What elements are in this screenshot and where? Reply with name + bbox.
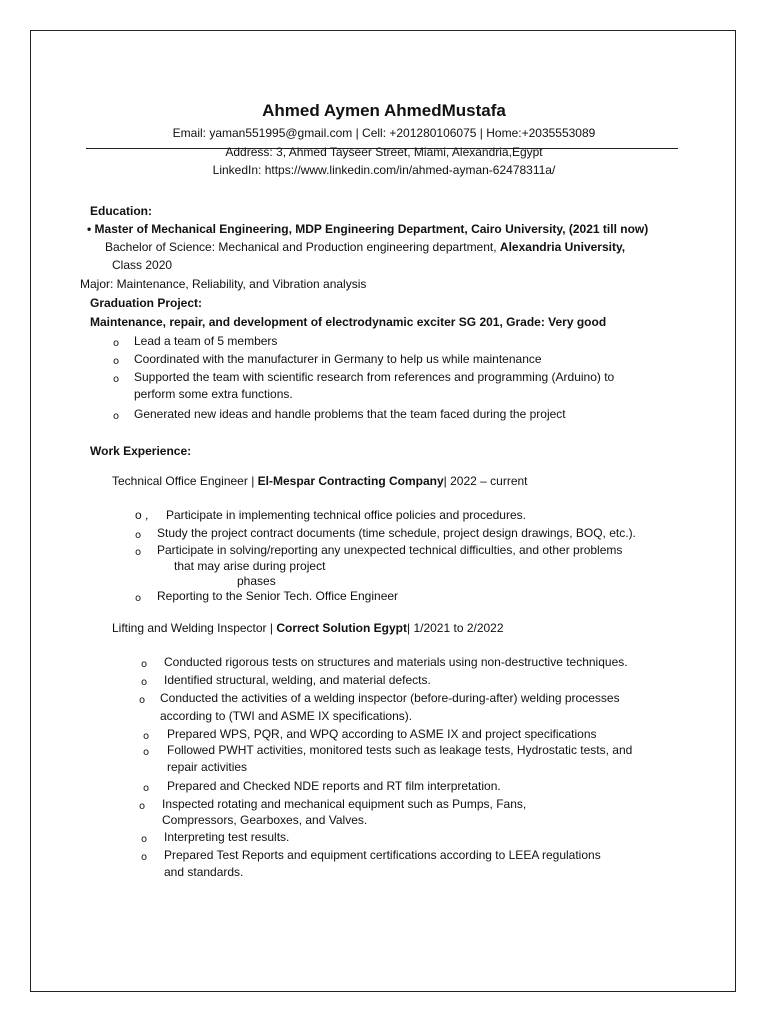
list-item: Prepared and Checked NDE reports and RT film interpretation. (167, 779, 501, 793)
list-marker: o , (135, 508, 149, 522)
list-item: Supported the team with scientific research from references and programming (Arduino) to (134, 370, 615, 384)
masters-text: Master of Mechanical Engineering, MDP Engineering Department, Cairo University, (2021 till now) (94, 222, 649, 236)
bachelor-class: Class 2020 (112, 258, 173, 272)
list-marker: o (141, 659, 148, 670)
contact-line: Email: yaman551995@gmail.com | Cell: +201280106075 | Home:+2035553089 (172, 126, 596, 140)
list-marker: o (135, 530, 142, 541)
bachelor-university: Alexandria University, (499, 240, 626, 254)
list-item: Generated new ideas and handle problems that the team faced during the project (134, 407, 566, 421)
list-item: Prepared Test Reports and equipment certifications according to LEEA regulations (164, 848, 601, 862)
education-heading: Education: (90, 204, 152, 218)
bachelor-degree (105, 240, 625, 255)
list-item: Study the project contract documents (time schedule, project design drawings, BOQ, etc.). (157, 526, 636, 540)
bullet-dot: • (87, 222, 92, 236)
graduation-project-heading: Graduation Project: (90, 296, 203, 310)
job1-period: | 2022 – current (443, 474, 528, 488)
list-item: Inspected rotating and mechanical equipment such as Pumps, Fans, (162, 797, 527, 811)
list-marker: o (141, 677, 148, 688)
job2-role: Lifting and Welding Inspector | (112, 621, 277, 635)
list-marker: o (143, 731, 150, 742)
list-marker: o (143, 747, 150, 758)
list-item-continued: and standards. (164, 865, 244, 879)
job2-period: | 1/2021 to 2/2022 (407, 621, 504, 635)
list-item: Interpreting test results. (164, 830, 290, 844)
job2-title (112, 621, 504, 636)
resume-page (30, 30, 736, 992)
list-marker: o (139, 801, 146, 812)
list-marker: o (113, 356, 120, 367)
major-line: Major: Maintenance, Reliability, and Vibration analysis (80, 277, 367, 291)
list-item: Followed PWHT activities, monitored tests such as leakage tests, Hydrostatic tests, and (167, 743, 633, 757)
list-marker: o (143, 783, 150, 794)
list-item: Prepared WPS, PQR, and WPQ according to ASME IX and project specifications (167, 727, 597, 741)
job2-company: Correct Solution Egypt (276, 621, 407, 635)
list-item-continued: according to (TWI and ASME IX specifications). (160, 709, 413, 723)
list-marker: o (135, 547, 142, 558)
job1-company: El-Mespar Contracting Company (257, 474, 444, 488)
list-item: Lead a team of 5 members (134, 334, 278, 348)
job1-role: Technical Office Engineer | (112, 474, 258, 488)
list-marker: o (113, 411, 120, 422)
list-item: Participate in implementing technical office policies and procedures. (166, 508, 526, 522)
masters-degree (87, 222, 648, 237)
list-marker: o (139, 695, 146, 706)
list-item: Participate in solving/reporting any unexpected technical difficulties, and other problems (157, 543, 623, 557)
list-item: Conducted the activities of a welding inspector (before-during-after) welding processes (160, 691, 620, 705)
job1-title (112, 474, 528, 489)
graduation-project-title: Maintenance, repair, and development of electrodynamic exciter SG 201, Grade: Very good (90, 315, 607, 329)
list-marker: o (135, 593, 142, 604)
list-item-continued: perform some extra functions. (134, 387, 293, 401)
list-marker: o (141, 852, 148, 863)
work-experience-heading: Work Experience: (90, 444, 192, 458)
list-item-continued: Compressors, Gearboxes, and Valves. (162, 813, 368, 827)
list-item-continued: repair activities (167, 760, 248, 774)
linkedin-line: LinkedIn: https://www.linkedin.com/in/ahmed-ayman-62478311a/ (212, 163, 556, 177)
list-marker: o (113, 374, 120, 385)
list-item: Identified structural, welding, and material defects. (164, 673, 431, 687)
list-item-continued: that may arise during project (174, 559, 326, 573)
candidate-name: Ahmed Aymen AhmedMustafa (262, 101, 506, 120)
header-divider (86, 148, 678, 149)
list-item: Conducted rigorous tests on structures and materials using non-destructive techniques. (164, 655, 628, 669)
list-marker: o (113, 338, 120, 349)
list-item: Reporting to the Senior Tech. Office Engineer (157, 589, 399, 603)
bachelor-text: Bachelor of Science: Mechanical and Production engineering department, (105, 240, 500, 254)
list-item: Coordinated with the manufacturer in Germany to help us while maintenance (134, 352, 542, 366)
address-line: Address: 3, Ahmed Tayseer Street, Miami, Alexandria,Egypt (225, 145, 543, 159)
list-item-continued: phases (237, 574, 276, 588)
list-marker: o (141, 834, 148, 845)
